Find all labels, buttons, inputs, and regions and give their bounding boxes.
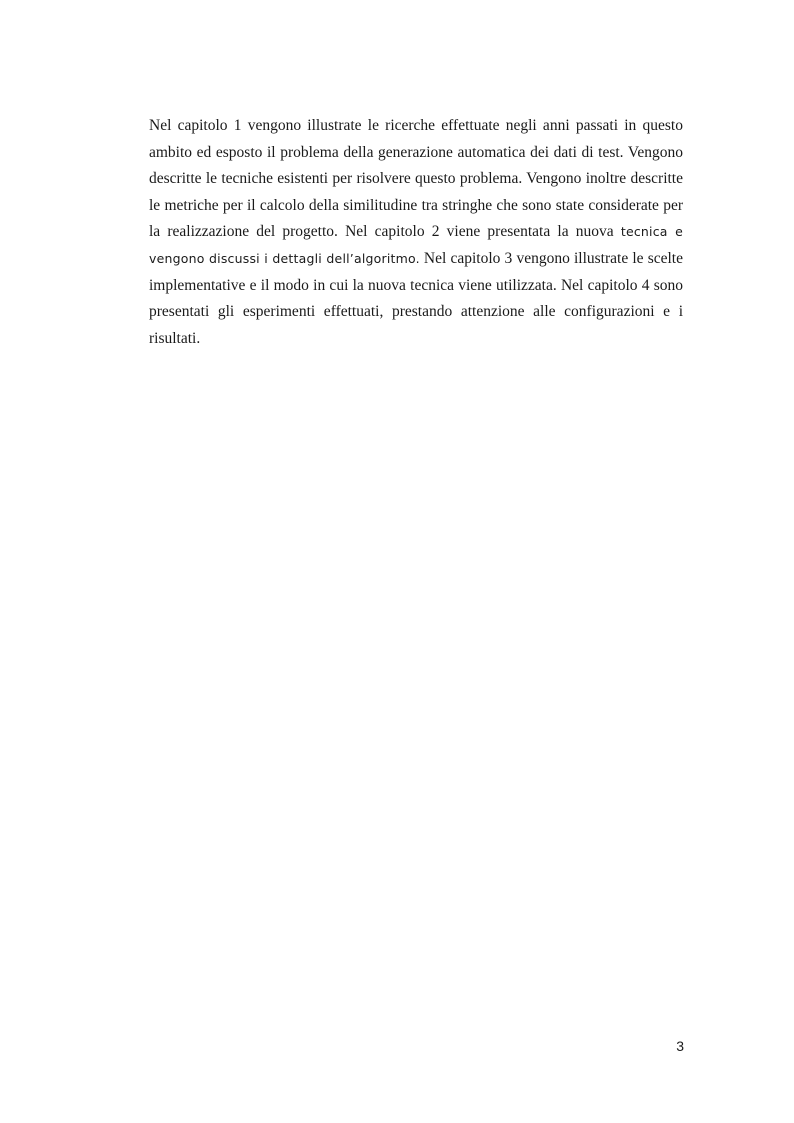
paragraph-text-part3: Nel capitolo 3 vengono illustrate le scelte implementative e il modo in cui la nuova tecnica viene utilizzata. Nel capitolo 4 sono presentati gli esperimenti effettuati, prestando attenzione alle configurazioni e i risultati. (149, 249, 683, 347)
page-number: 3 (676, 1038, 684, 1054)
paragraph-text-part2: tecnica e vengono discussi i dettagli dell’algoritmo. (149, 224, 684, 266)
body-paragraph (149, 113, 683, 352)
paragraph-text-part1: Nel capitolo 1 vengono illustrate le ricerche effettuate negli anni passati in questo ambito ed esposto il problema della generazione automatica dei dati di test. Vengono descritte le tecniche esistenti per risolvere questo problema. Vengono inoltre descritte le metriche per il calcolo della similitudine tra stringhe che sono state considerate per la realizzazione del progetto. Nel capitolo 2 viene presentata la nuova (149, 117, 683, 241)
